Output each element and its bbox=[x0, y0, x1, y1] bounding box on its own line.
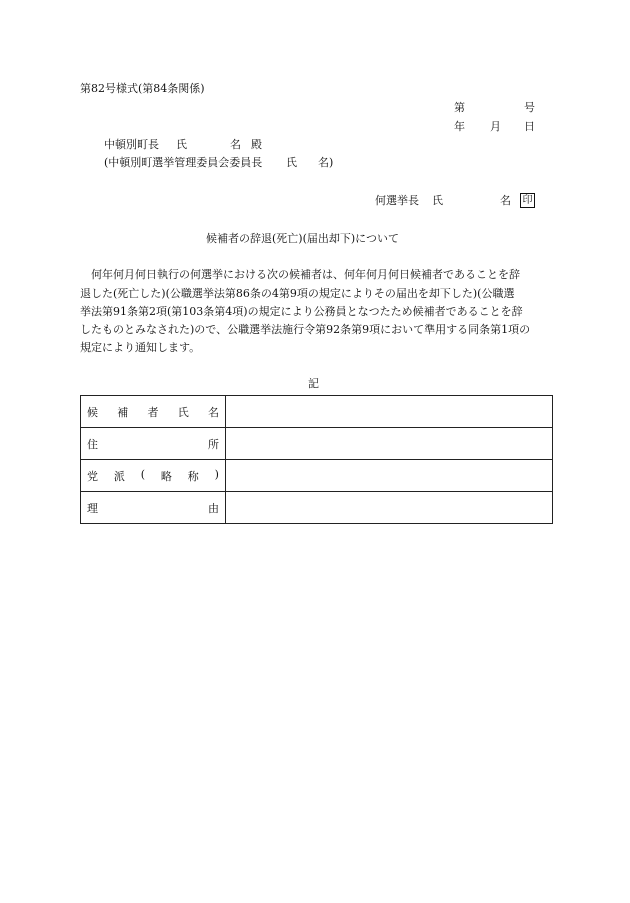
subject-title: 候補者の辞退(死亡)(届出却下)について bbox=[206, 232, 399, 245]
date-year: 年 bbox=[454, 120, 465, 133]
table-row bbox=[81, 460, 553, 492]
addressee-honorific: 殿 bbox=[251, 138, 262, 151]
body-line-1: 何年何月何日執行の何選挙における次の候補者は、何年何月何日候補者であることを辞 bbox=[91, 268, 520, 281]
label-char: 候 bbox=[87, 405, 98, 419]
form-title: 第82号様式(第84条関係) bbox=[80, 82, 205, 95]
body-line-3: 挙法第91条第2項(第103条第4項)の規定により公務員となつたため候補者であることを辞 bbox=[80, 305, 523, 318]
label-char: 称 bbox=[187, 469, 199, 483]
label-char: 補 bbox=[117, 405, 129, 419]
label-char: 所 bbox=[208, 437, 219, 451]
addressee-alt-name-label: 名) bbox=[318, 156, 334, 169]
label-char: ( bbox=[140, 467, 146, 481]
label-char: 由 bbox=[208, 501, 219, 515]
ki-heading: 記 bbox=[308, 377, 319, 390]
date-day: 日 bbox=[524, 120, 535, 133]
addressee-title: 中頓別町長 bbox=[104, 138, 159, 151]
sender-name-label: 名 bbox=[500, 194, 511, 207]
label-char: 派 bbox=[113, 469, 125, 483]
address-value bbox=[226, 428, 553, 460]
date-month: 月 bbox=[490, 120, 501, 133]
addressee-alt-title: (中頓別町選挙管理委員会委員長 bbox=[104, 156, 263, 169]
table-row bbox=[81, 428, 553, 460]
label-char: 氏 bbox=[177, 405, 189, 419]
label-char: 名 bbox=[208, 405, 219, 419]
number-suffix: 号 bbox=[524, 101, 535, 114]
seal-mark: 印 bbox=[520, 193, 535, 208]
sender-title: 何選挙長 bbox=[375, 194, 419, 207]
label-char: ) bbox=[214, 467, 219, 481]
addressee-surname-label: 氏 bbox=[176, 138, 187, 151]
label-char: 住 bbox=[87, 437, 98, 451]
row-label-party bbox=[81, 460, 226, 492]
row-label-reason bbox=[81, 492, 226, 524]
candidate-name-value bbox=[226, 396, 553, 428]
addressee-name-label: 名 bbox=[230, 138, 241, 151]
row-label-address bbox=[81, 428, 226, 460]
row-label-candidate-name bbox=[81, 396, 226, 428]
label-char: 理 bbox=[87, 501, 98, 515]
reason-value bbox=[226, 492, 553, 524]
body-line-5: 規定により通知します。 bbox=[80, 341, 201, 354]
label-char: 者 bbox=[147, 405, 159, 419]
addressee-alt-surname-label: 氏 bbox=[286, 156, 297, 169]
number-prefix: 第 bbox=[454, 101, 465, 114]
body-line-2: 退した(死亡した)(公職選挙法第86条の4第9項の規定によりその届出を却下した)(公職選 bbox=[80, 287, 515, 300]
sender-surname-label: 氏 bbox=[432, 194, 443, 207]
table-row bbox=[81, 396, 553, 428]
label-char: 略 bbox=[160, 469, 172, 483]
body-line-4: したものとみなされた)ので、公職選挙法施行令第92条第9項において準用する同条第1項の bbox=[80, 323, 531, 336]
candidate-table bbox=[80, 395, 553, 524]
table-row bbox=[81, 492, 553, 524]
party-value bbox=[226, 460, 553, 492]
label-char: 党 bbox=[87, 469, 98, 483]
